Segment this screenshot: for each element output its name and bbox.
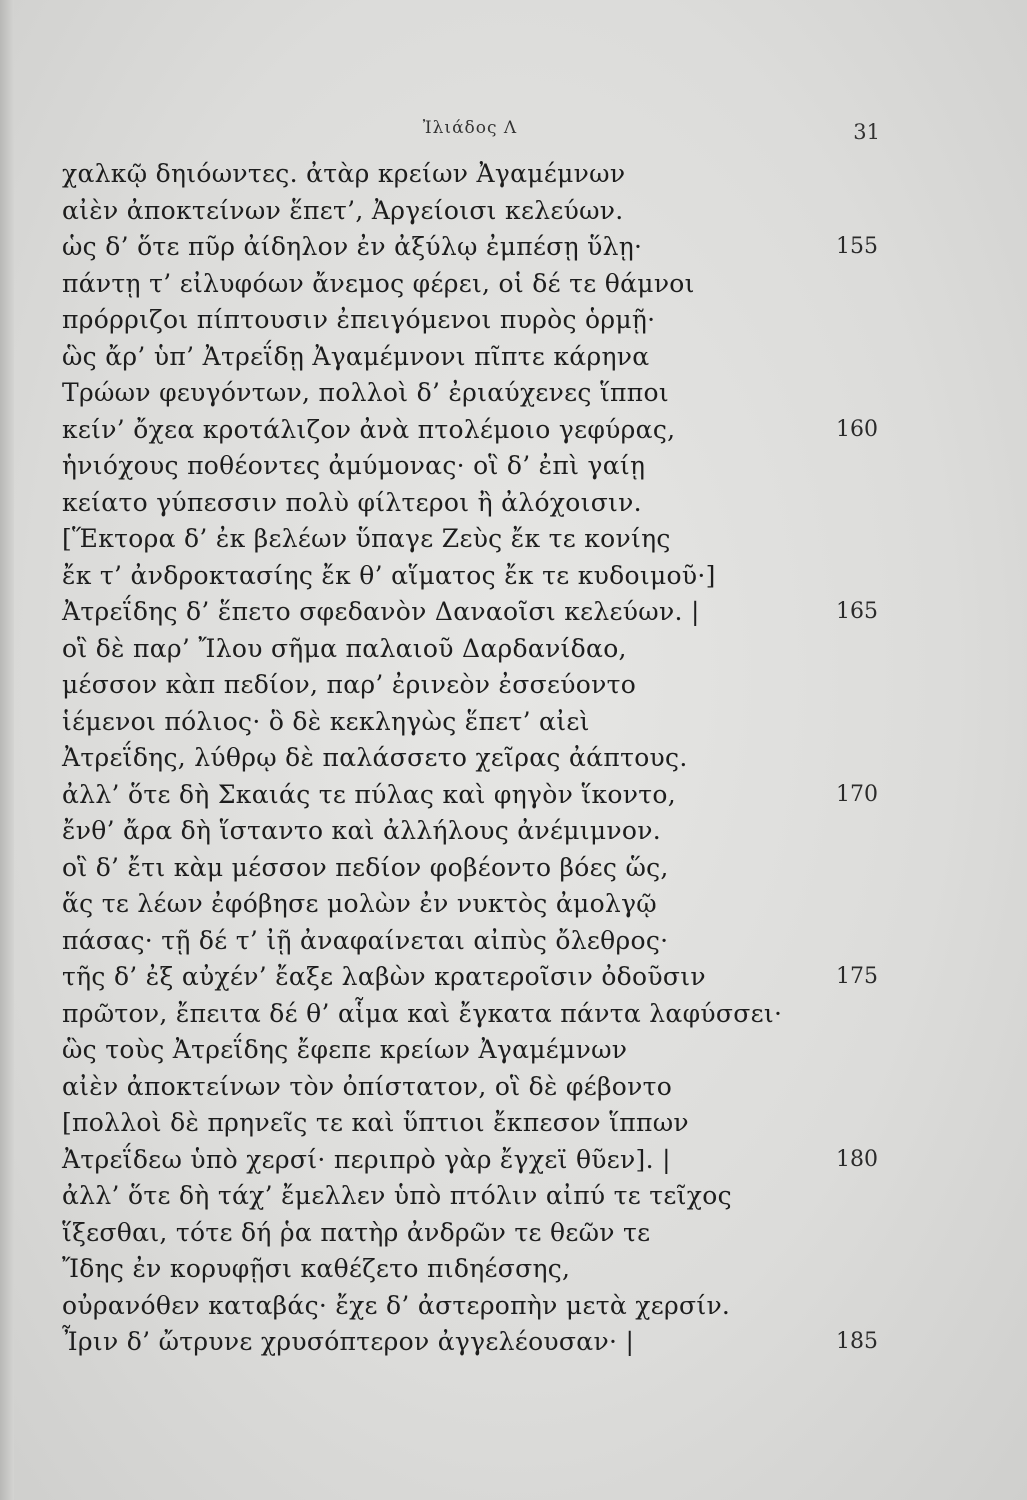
verse-text: ἔνθ’ ἄρα δὴ ἵσταντο καὶ ἀλλήλους ἀνέμιμνον. xyxy=(62,816,662,845)
verse-line xyxy=(62,448,878,485)
verse-line xyxy=(62,631,878,668)
verse-line xyxy=(62,1032,878,1069)
verse-line xyxy=(62,485,878,522)
verse-line xyxy=(62,777,878,814)
verse-text: οἳ δ’ ἔτι κὰμ μέσσον πεδίον φοβέοντο βόες ὥς, xyxy=(62,852,669,882)
verse-line xyxy=(62,923,878,960)
verse-text: Ἀτρεΐδεω ὑπὸ χερσί· περιπρὸ γὰρ ἔγχεϊ θῦεν]. | xyxy=(62,1144,671,1174)
verse-line xyxy=(62,959,878,996)
verse-line xyxy=(62,1215,878,1252)
verse-block xyxy=(62,156,878,1361)
verse-line xyxy=(62,1142,878,1179)
verse-line-number: 170 xyxy=(836,781,878,807)
verse-text: Ἀτρεΐδης, λύθρῳ δὲ παλάσσετο χεῖρας ἀάπτους. xyxy=(62,743,688,772)
verse-text: ἵξεσθαι, τότε δή ῥα πατὴρ ἀνδρῶν τε θεῶν τε xyxy=(62,1217,651,1247)
verse-text: ὡς δ’ ὅτε πῦρ ἀίδηλον ἐν ἀξύλῳ ἐμπέσῃ ὕλῃ· xyxy=(62,232,643,261)
verse-line xyxy=(62,193,878,230)
verse-line xyxy=(62,850,878,887)
verse-line xyxy=(62,1324,878,1361)
page-header xyxy=(60,118,880,148)
verse-line xyxy=(62,375,878,412)
verse-line xyxy=(62,412,878,449)
verse-line xyxy=(62,521,878,558)
verse-line xyxy=(62,886,878,923)
verse-text: Τρώων φευγόντων, πολλοὶ δ’ ἐριαύχενες ἵπποι xyxy=(62,378,669,407)
verse-line xyxy=(62,1251,878,1288)
verse-text: μέσσον κὰπ πεδίον, παρ’ ἐρινεὸν ἐσσεύοντο xyxy=(62,670,637,699)
verse-text: ὣς ἄρ’ ὑπ’ Ἀτρεΐδῃ Ἀγαμέμνονι πῖπτε κάρηνα xyxy=(62,341,650,371)
verse-text: πρῶτον, ἔπειτα δέ θ’ αἷμα καὶ ἔγκατα πάντα λαφύσσει· xyxy=(62,998,783,1028)
verse-text: οὐρανόθεν καταβάς· ἔχε δ’ ἀστεροπὴν μετὰ χερσίν. xyxy=(62,1290,731,1320)
verse-text: τῆς δ’ ἐξ αὐχέν’ ἔαξε λαβὼν κρατεροῖσιν ὀδοῦσιν xyxy=(62,962,706,991)
verse-line xyxy=(62,229,878,266)
verse-line-number: 165 xyxy=(836,599,878,624)
verse-text: πάντῃ τ’ εἰλυφόων ἄνεμος φέρει, οἱ δέ τε θάμνοι xyxy=(62,268,695,298)
verse-text: Ἴδης ἐν κορυφῇσι καθέζετο πιδηέσσης, xyxy=(62,1254,571,1283)
verse-line xyxy=(62,704,878,741)
verse-text: [Ἕκτορα δ’ ἐκ βελέων ὕπαγε Ζεὺς ἔκ τε κονίης xyxy=(62,524,671,553)
verse-line xyxy=(62,339,878,376)
verse-line xyxy=(62,996,878,1033)
verse-line xyxy=(62,156,878,193)
verse-text: ὣς τοὺς Ἀτρεΐδης ἔφεπε κρείων Ἀγαμέμνων xyxy=(62,1035,628,1064)
verse-line-number: 160 xyxy=(836,416,878,442)
verse-line xyxy=(62,302,878,339)
verse-line xyxy=(62,594,878,631)
verse-line xyxy=(62,266,878,303)
verse-line xyxy=(62,558,878,595)
verse-text: Ἀτρεΐδης δ’ ἕπετο σφεδανὸν Δαναοῖσι κελεύων. | xyxy=(62,597,700,626)
verse-text: κείν’ ὄχεα κροτάλιζον ἀνὰ πτολέμοιο γεφύρας, xyxy=(62,414,676,444)
verse-line xyxy=(62,740,878,777)
verse-text: πάσας· τῇ δέ τ’ ἰῇ ἀναφαίνεται αἰπὺς ὄλεθρος· xyxy=(62,925,669,955)
verse-line-number: 185 xyxy=(836,1329,878,1354)
verse-text: χαλκῷ δηιόωντες. ἀτὰρ κρείων Ἀγαμέμνων xyxy=(62,159,626,188)
verse-text: πρόρριζοι πίπτουσιν ἐπειγόμενοι πυρὸς ὁρμῇ· xyxy=(62,305,656,334)
page-number: 31 xyxy=(853,120,880,144)
verse-line xyxy=(62,1069,878,1106)
verse-line xyxy=(62,1105,878,1142)
verse-text: αἰὲν ἀποκτείνων ἕπετ’, Ἀργείοισι κελεύων. xyxy=(62,195,624,225)
verse-text: Ἶριν δ’ ὤτρυνε χρυσόπτερον ἀγγελέουσαν· | xyxy=(62,1327,635,1356)
verse-text: ἀλλ’ ὅτε δὴ Σκαιάς τε πύλας καὶ φηγὸν ἵκοντο, xyxy=(62,779,676,809)
verse-text: ἔκ τ’ ἀνδροκτασίης ἔκ θ’ αἵματος ἔκ τε κυδοιμοῦ·] xyxy=(62,560,716,590)
verse-text: ἱέμενοι πόλιος· ὃ δὲ κεκληγὼς ἕπετ’ αἰεὶ xyxy=(62,706,590,736)
running-title: Ἰλιάδος Λ xyxy=(422,118,518,138)
verse-line xyxy=(62,1288,878,1325)
verse-text: ἡνιόχους ποθέοντες ἀμύμονας· οἳ δ’ ἐπὶ γαίῃ xyxy=(62,451,646,480)
verse-text: οἳ δὲ παρ’ Ἴλου σῆμα παλαιοῦ Δαρδανίδαο, xyxy=(62,633,627,663)
verse-line xyxy=(62,667,878,704)
verse-line-number: 175 xyxy=(836,964,878,989)
page-left-edge xyxy=(0,0,14,1500)
verse-text: αἰὲν ἀποκτείνων τὸν ὀπίστατον, οἳ δὲ φέβοντο xyxy=(62,1071,673,1101)
verse-text: [πολλοὶ δὲ πρηνεῖς τε καὶ ὕπτιοι ἔκπεσον ἵππων xyxy=(62,1108,689,1137)
verse-text: ἀλλ’ ὅτε δὴ τάχ’ ἔμελλεν ὑπὸ πτόλιν αἰπύ τε τεῖχος xyxy=(62,1181,732,1210)
verse-line-number: 155 xyxy=(836,234,878,259)
verse-line-number: 180 xyxy=(836,1146,878,1172)
verse-text: ἅς τε λέων ἐφόβησε μολὼν ἐν νυκτὸς ἀμολγῷ xyxy=(62,889,657,918)
verse-line xyxy=(62,813,878,850)
verse-line xyxy=(62,1178,878,1215)
verse-text: κείατο γύπεσσιν πολὺ φίλτεροι ἢ ἀλόχοισιν. xyxy=(62,487,642,517)
